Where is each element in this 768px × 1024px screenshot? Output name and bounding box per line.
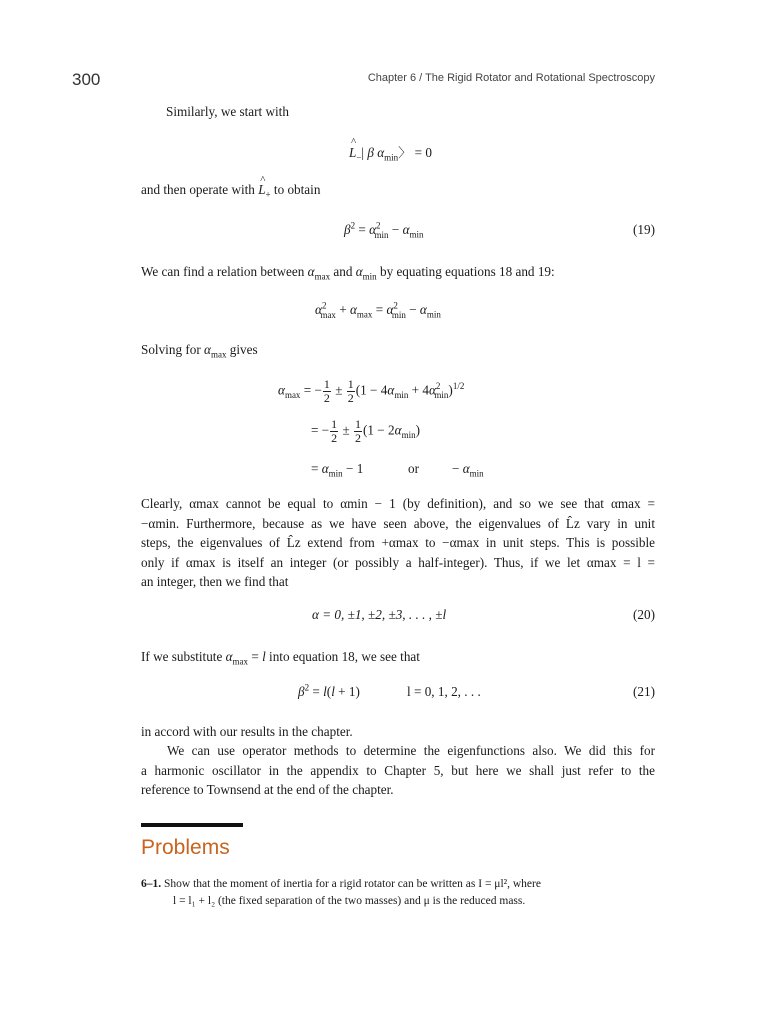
paragraph-line: reference to Townsend at the end of the chapter. xyxy=(141,782,394,797)
equation-equated: $\alpha^2_{max} + \alpha_{max} = \alpha^2_{min} - \alpha_{min}$ xyxy=(315,300,441,320)
operate-text-b: to obtain xyxy=(273,182,321,197)
equation-21: $\beta^2 = l(l + 1)$ xyxy=(298,682,360,699)
equation-solution-line-1: $\alpha_{max}$ = − $\frac{1}{2}$ ± $\frac{1}{2}$ $(1 - 4\alpha_{min} + 4\alpha^2_{min})^{1/2}$ xyxy=(278,377,465,405)
problem-item xyxy=(141,876,655,910)
body-text-similarly: Similarly, we start with xyxy=(166,104,289,119)
relation-text-c: by equating equations 18 and 19: xyxy=(379,264,555,279)
body-text-substitute: If we substitute $\alpha_{max} = l$ into equation 18, we see that xyxy=(141,649,420,667)
equation-solution-line-3: = $\alpha_{min} - 1$ xyxy=(311,461,364,479)
equation-21-range: l = 0, 1, 2, . . . xyxy=(407,684,481,699)
equation-20: α = 0, ±1, ±2, ±3, . . . , ±l xyxy=(312,607,447,622)
running-header: Chapter 6 / The Rigid Rotator and Rotational Spectroscopy xyxy=(367,72,655,84)
relation-text-a: We can find a relation between xyxy=(141,264,305,279)
substitute-text-b: into equation 18, we see that xyxy=(269,649,420,664)
page-number: 300 xyxy=(72,70,101,89)
solving-text-a: Solving for xyxy=(141,342,201,357)
equation-20-number: (20) xyxy=(633,607,655,622)
paragraph-line: We can use operator methods to determine the eigenfunctions also. We did this for xyxy=(167,743,655,758)
problem-text-line-2: l = l₁ + l₂ (the fixed separation of the two masses) and μ is the reduced mass. xyxy=(173,895,526,907)
problem-text-line-1: Show that the moment of inertia for a rigid rotator can be written as I = μl², where xyxy=(164,878,541,890)
substitute-text-a: If we substitute xyxy=(141,649,223,664)
body-text-solving: Solving for $\alpha_{max}$ gives xyxy=(141,342,258,360)
body-text-accord: in accord with our results in the chapter. xyxy=(141,724,353,739)
equation-19: $\beta^2 = \alpha^2_{min} - \alpha_{min}$ xyxy=(344,220,424,240)
paragraph-line: only if αmax is itself an integer (or possibly a half-integer). Thus, if we let αmax = l = xyxy=(141,554,655,570)
problem-number: 6–1. xyxy=(141,878,162,890)
section-heading-problems: Problems xyxy=(141,836,230,859)
operate-text-a: and then operate with xyxy=(141,182,255,197)
paragraph-clearly xyxy=(141,494,655,592)
paragraph-operator-methods xyxy=(141,741,655,800)
equation-19-number: (19) xyxy=(633,222,655,237)
paragraph-line: an integer, then we find that xyxy=(141,574,289,589)
relation-text-b: and xyxy=(333,264,353,279)
body-text-operate: and then operate with ^ $L_+$ to obtain xyxy=(141,180,320,200)
section-rule xyxy=(141,823,243,827)
solving-text-b: gives xyxy=(229,342,258,357)
equation-solution-or: or xyxy=(408,461,419,476)
paragraph-line: −αmin. Furthermore, because as we have seen above, the eigenvalues of L̂z vary in unit xyxy=(141,515,655,531)
equation-solution-line-2: = − $\frac{1}{2}$ ± $\frac{1}{2}$ $(1 - 2\alpha_{min})$ xyxy=(311,417,420,445)
equation-lowering: ^ $L_-|$ β $\alpha_{min}$〉 = 0 xyxy=(349,142,432,161)
paragraph-line: a harmonic oscillator in the appendix to Chapter 5, but here we shall just refer to the xyxy=(141,762,655,778)
equation-21-number: (21) xyxy=(633,684,655,699)
paragraph-line: steps, the eigenvalues of L̂z extend from +αmax to −αmax in unit steps. This is possible xyxy=(141,535,655,550)
body-text-relation: We can find a relation between $\alpha_{max}$ and $\alpha_{min}$ by equating equations 18 and 19: xyxy=(141,264,555,282)
equation-solution-alt: − $\alpha_{min}$ xyxy=(452,461,484,479)
paragraph-line: Clearly, αmax cannot be equal to αmin − 1 (by definition), and so we see that αmax = xyxy=(141,496,655,511)
